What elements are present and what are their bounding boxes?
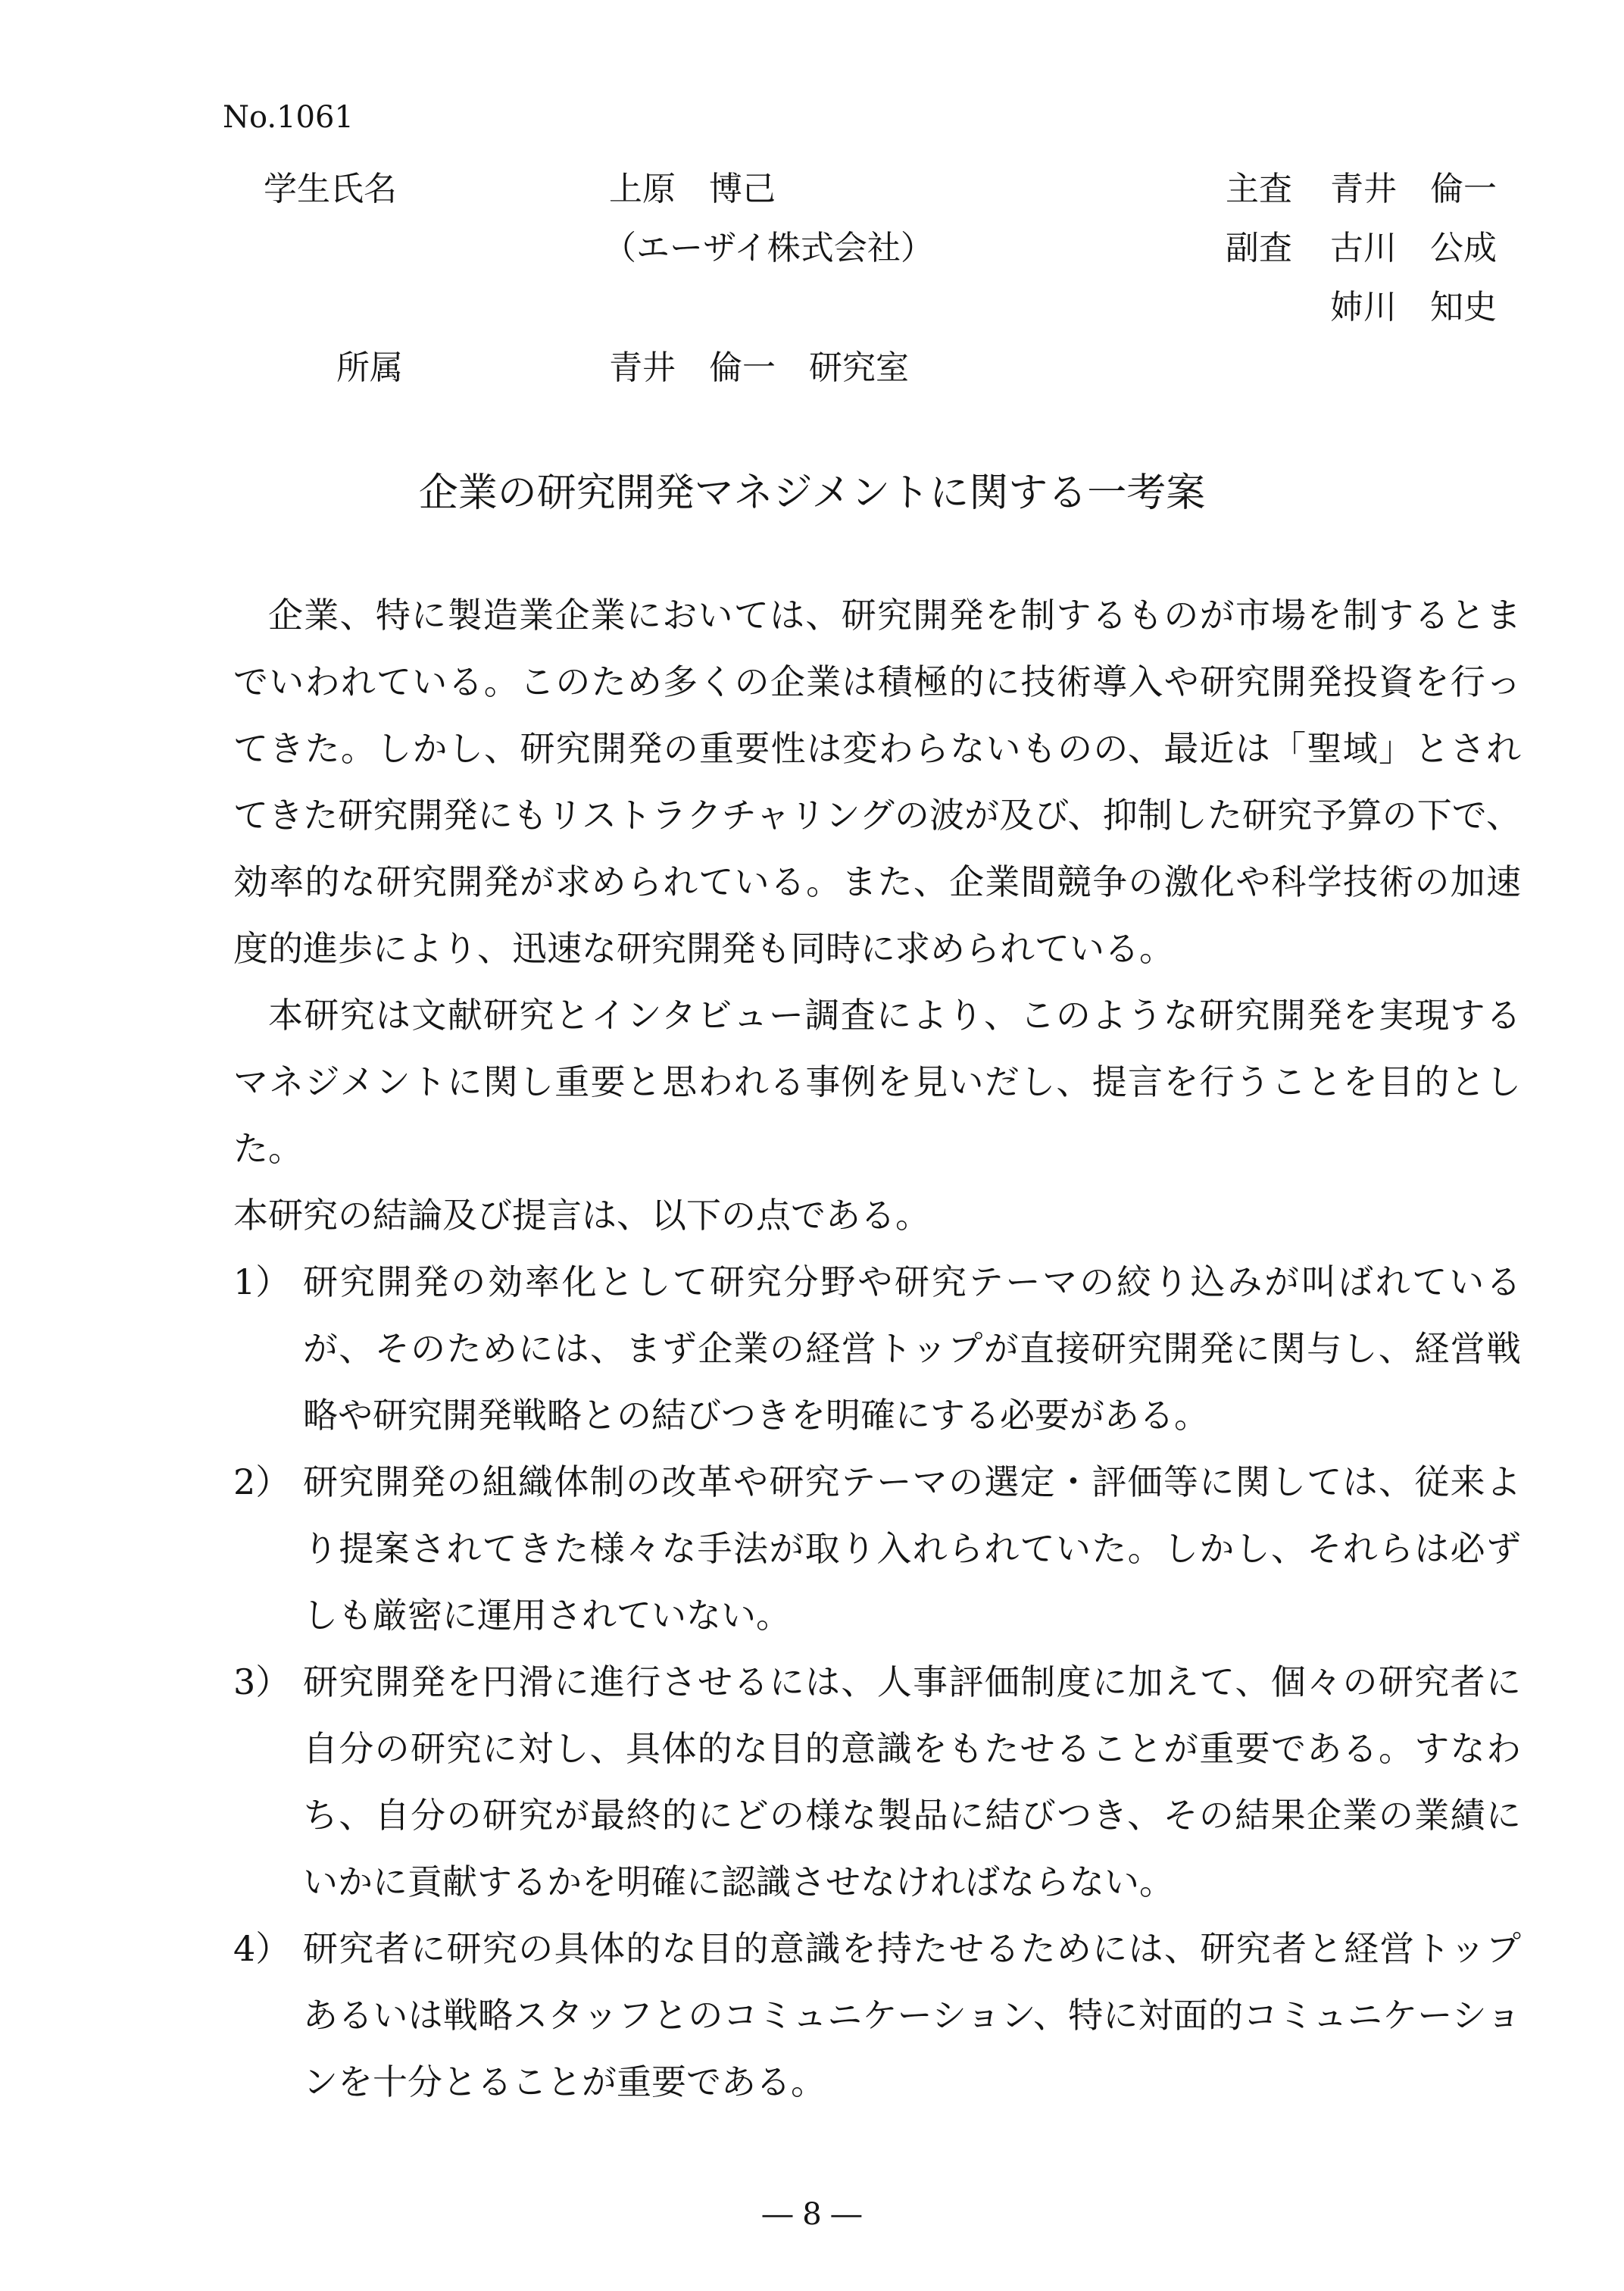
list-item-text: 研究者に研究の具体的な目的意識を持たせるためには、研究者と経営トップあるいは戦略スタッフとのコミュニケーション、特に対面的コミュニケーションを十分とることが重要である。: [303, 1928, 1521, 2102]
list-item-number: 4）: [233, 1928, 291, 1969]
abstract-body: [233, 582, 1521, 2115]
page-number: ― 8 ―: [762, 2197, 862, 2232]
list-item-number: 1）: [233, 1261, 291, 1302]
affiliation: 青井 倫一 研究室: [609, 348, 909, 387]
list-item-text: 研究開発を円滑に進行させるには、人事評価制度に加えて、個々の研究者に自分の研究に対し、具体的な目的意識をもたせることが重要である。すなわち、自分の研究が最終的にどの様な製品に結びつき、その結果企業の業績にいかに貢献するかを明確に認識させなければならない。: [303, 1661, 1521, 1902]
student-company: （エーザイ株式会社）: [603, 229, 934, 267]
paragraph-purpose: 本研究は文献研究とインタビュー調査により、このような研究開発を実現するマネジメントに関し重要と思われる事例を見いだし、提言を行うことを目的とした。: [233, 995, 1521, 1169]
student-name-label: 学生氏名: [264, 170, 397, 208]
list-item: [233, 1915, 1521, 2115]
affiliation-label: 所属: [336, 348, 403, 387]
sub-examiner-name: 古川 公成: [1330, 229, 1497, 267]
list-item-number: 2）: [233, 1461, 291, 1502]
list-item-text: 研究開発の効率化として研究分野や研究テーマの絞り込みが叫ばれているが、そのためには、まず企業の経営トップが直接研究開発に関与し、経営戦略や研究開発戦略との結びつきを明確にする必要がある。: [303, 1261, 1521, 1436]
sub-examiner-2-name: 姉川 知史: [1330, 288, 1497, 327]
list-item: [233, 1649, 1521, 1915]
document-number: No.1061: [223, 100, 354, 135]
list-item: [233, 1249, 1521, 1449]
paper-title: 企業の研究開発マネジメントに関する一考案: [418, 470, 1206, 516]
conclusions-intro: 本研究の結論及び提言は、以下の点である。: [233, 1195, 930, 1236]
chief-examiner-role: 主査: [1226, 170, 1292, 208]
list-item-text: 研究開発の組織体制の改革や研究テーマの選定・評価等に関しては、従来より提案されてきた様々な手法が取り入れられていた。しかし、それらは必ずしも厳密に運用されていない。: [303, 1461, 1522, 1636]
chief-examiner-name: 青井 倫一: [1330, 170, 1497, 208]
list-item-number: 3）: [233, 1661, 291, 1702]
student-name: 上原 博己: [609, 170, 776, 208]
paragraph-background: 企業、特に製造業企業においては、研究開発を制するものが市場を制するとまでいわれている。このため多くの企業は積極的に技術導入や研究開発投資を行ってきた。しかし、研究開発の重要性は変わらないものの、最近は「聖域」とされてきた研究開発にもリストラクチャリングの波が及び、抑制した研究予算の下で、効率的な研究開発が求められている。また、企業間競争の激化や科学技術の加速度的進歩により、迅速な研究開発も同時に求められている。: [233, 595, 1522, 969]
sub-examiner-role: 副査: [1226, 229, 1292, 267]
list-item: [233, 1449, 1521, 1649]
